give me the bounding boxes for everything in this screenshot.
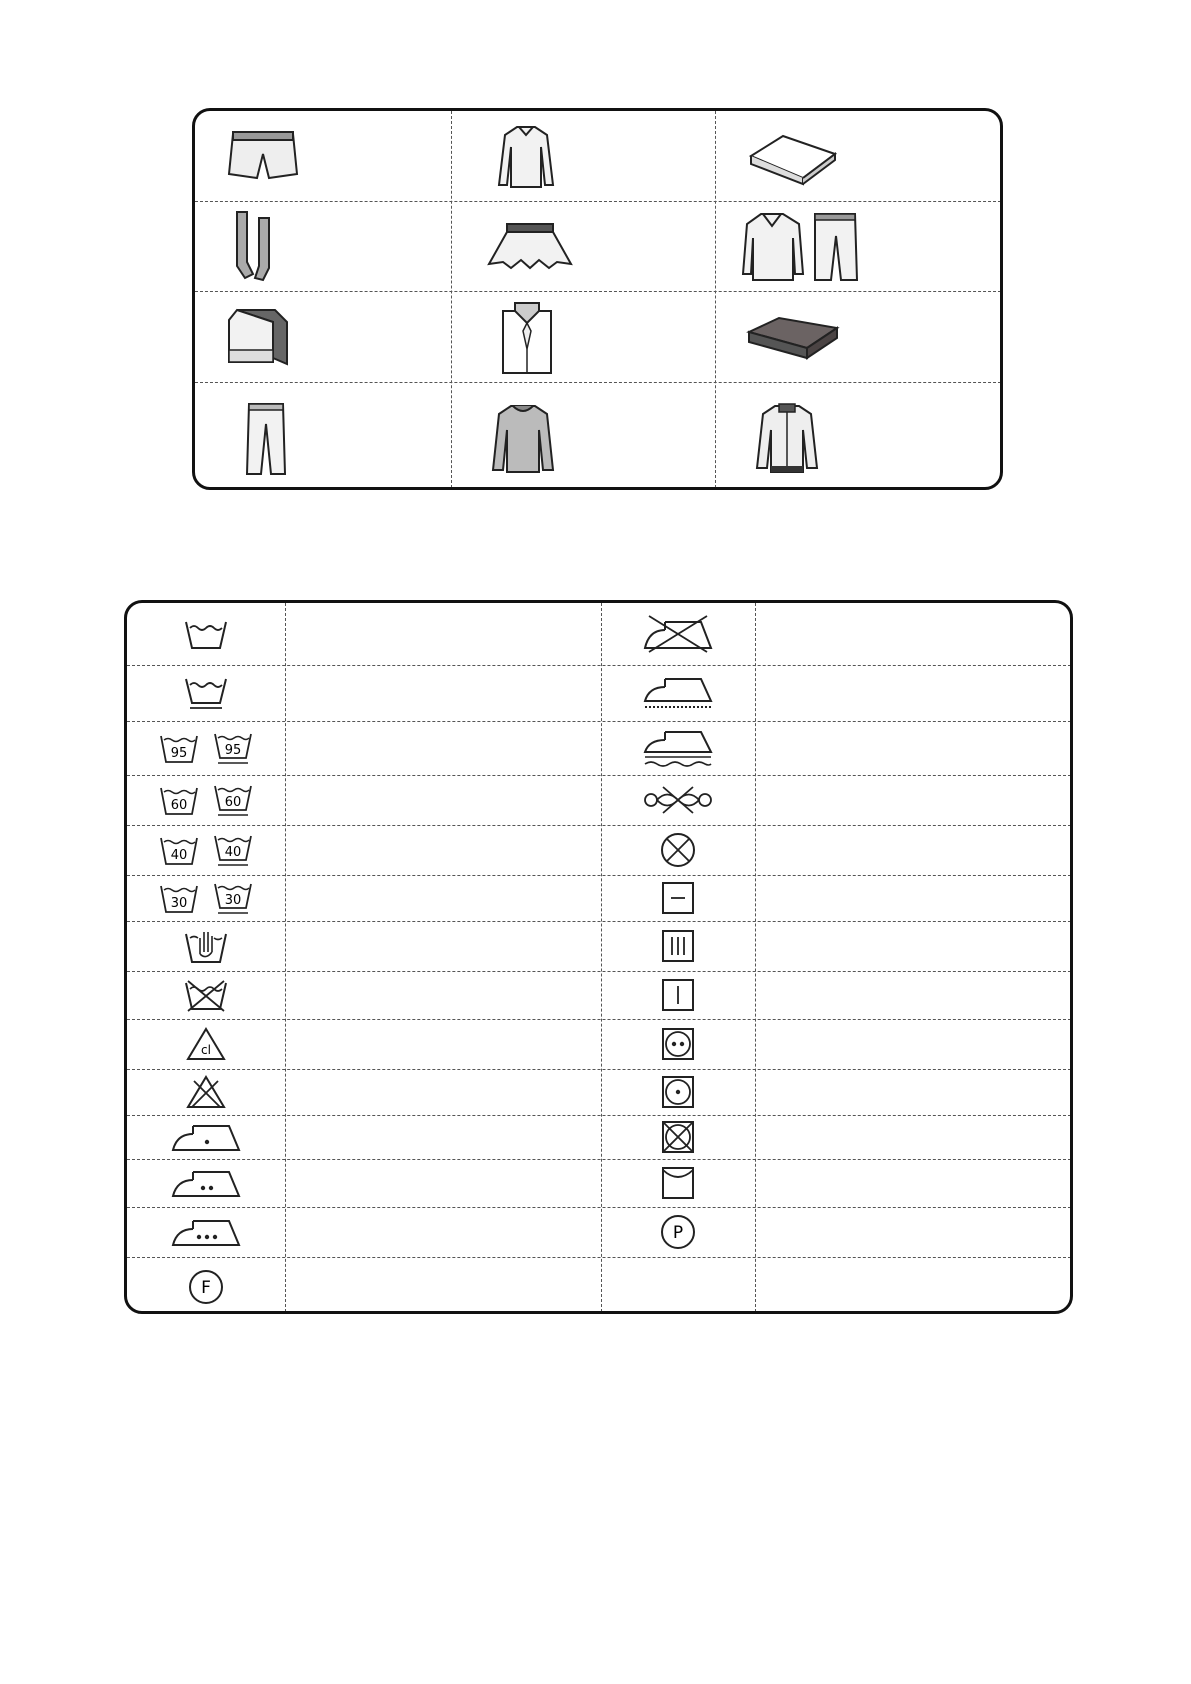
garment-cell xyxy=(715,291,1003,382)
care-symbol-cell xyxy=(601,1207,755,1257)
do-not-wring-icon xyxy=(643,785,713,815)
temperature-label: 30 xyxy=(224,893,242,908)
hand-wash-icon xyxy=(184,928,228,964)
care-symbol-cell xyxy=(601,1069,755,1115)
boxer-shorts-icon xyxy=(223,128,303,184)
dry-clean-label: F xyxy=(201,1278,211,1298)
iron-very-gentle-icon xyxy=(643,728,713,768)
care-grid xyxy=(127,603,1070,1311)
tumble-dry-normal-icon xyxy=(661,1027,695,1061)
temperature-label: 30 xyxy=(170,896,188,911)
care-symbol-cell xyxy=(601,875,755,921)
garment-cell xyxy=(451,111,715,201)
care-symbol-cell xyxy=(127,603,285,665)
wash-30-icon xyxy=(159,882,199,914)
wash-tub-gentle-icon xyxy=(184,675,228,711)
wash-95-icon xyxy=(159,732,199,764)
care-symbol-cell xyxy=(601,775,755,825)
wash-95-gentle-icon xyxy=(213,730,253,766)
temperature-label: 60 xyxy=(224,795,242,810)
care-symbol-cell xyxy=(127,775,285,825)
hang-dry-icon xyxy=(661,1166,695,1200)
care-symbol-cell xyxy=(601,921,755,971)
drip-dry-icon xyxy=(661,929,695,963)
garment-grid xyxy=(195,111,1000,487)
care-symbol-cell xyxy=(127,1159,285,1207)
wash-40-icon xyxy=(159,834,199,866)
care-symbol-cell xyxy=(127,1257,285,1314)
garment-cell xyxy=(715,201,1003,291)
do-not-tumble-icon xyxy=(661,1120,695,1154)
trousers-icon xyxy=(241,398,291,478)
iron-medium-icon xyxy=(171,1168,241,1198)
care-symbol-cell xyxy=(127,1115,285,1159)
care-symbol-cell xyxy=(127,825,285,875)
care-symbol-cell xyxy=(127,921,285,971)
temperature-label: 95 xyxy=(224,743,242,758)
garment-cell xyxy=(715,111,1003,201)
wash-30-gentle-icon xyxy=(213,880,253,916)
temperature-label: 95 xyxy=(170,746,188,761)
care-symbol-cell xyxy=(127,665,285,721)
dress-shirt-icon xyxy=(497,297,557,377)
do-not-tumble-dry-icon xyxy=(660,832,696,868)
temperature-label: 40 xyxy=(224,845,242,860)
garment-cell xyxy=(451,201,715,291)
garment-cell xyxy=(195,291,451,382)
garment-table xyxy=(192,108,1003,490)
wash-60-gentle-icon xyxy=(213,782,253,818)
care-symbol-cell xyxy=(601,825,755,875)
towel-icon xyxy=(223,304,293,370)
garment-cell xyxy=(195,382,451,490)
garment-cell xyxy=(715,382,1003,490)
care-symbol-cell xyxy=(601,1159,755,1207)
dry-clean-f-icon xyxy=(188,1269,224,1305)
garment-cell xyxy=(451,291,715,382)
socks-icon xyxy=(231,208,281,284)
care-symbol-cell xyxy=(601,971,755,1019)
do-not-bleach-icon xyxy=(186,1075,226,1109)
iron-gentle-icon xyxy=(643,675,713,711)
care-symbol-cell xyxy=(127,1019,285,1069)
care-symbol-cell xyxy=(127,971,285,1019)
wash-60-icon xyxy=(159,784,199,816)
sweater-icon xyxy=(491,400,555,476)
care-symbol-cell xyxy=(601,603,755,665)
wash-tub-icon xyxy=(184,618,228,650)
tumble-dry-low-icon xyxy=(661,1075,695,1109)
long-sleeve-shirt-icon xyxy=(491,121,561,191)
care-symbol-cell xyxy=(127,721,285,775)
care-symbol-cell xyxy=(601,1115,755,1159)
care-symbol-table xyxy=(124,600,1073,1314)
skirt-icon xyxy=(485,218,575,274)
garment-cell xyxy=(451,382,715,490)
garment-cell xyxy=(195,201,451,291)
dry-clean-label: P xyxy=(672,1223,684,1243)
do-not-iron-icon xyxy=(643,614,713,654)
care-symbol-cell xyxy=(127,1207,285,1257)
care-symbol-cell xyxy=(127,875,285,921)
dry-clean-p-icon xyxy=(660,1214,696,1250)
iron-high-icon xyxy=(171,1217,241,1247)
jacket-icon xyxy=(755,400,819,476)
wash-40-gentle-icon xyxy=(213,832,253,868)
iron-low-icon xyxy=(171,1122,241,1152)
chlorine-bleach-icon xyxy=(186,1027,226,1061)
do-not-wash-icon xyxy=(184,979,228,1011)
care-symbol-cell xyxy=(601,665,755,721)
folded-sheet-icon xyxy=(743,126,843,186)
tracksuit-icon xyxy=(743,208,863,284)
line-dry-icon xyxy=(661,978,695,1012)
dry-flat-icon xyxy=(661,881,695,915)
care-symbol-cell xyxy=(601,721,755,775)
blanket-icon xyxy=(743,312,843,362)
garment-cell xyxy=(195,111,451,201)
temperature-label: 40 xyxy=(170,848,188,863)
bleach-label: cl xyxy=(201,1043,211,1057)
care-symbol-cell xyxy=(601,1019,755,1069)
temperature-label: 60 xyxy=(170,798,188,813)
care-symbol-cell xyxy=(127,1069,285,1115)
